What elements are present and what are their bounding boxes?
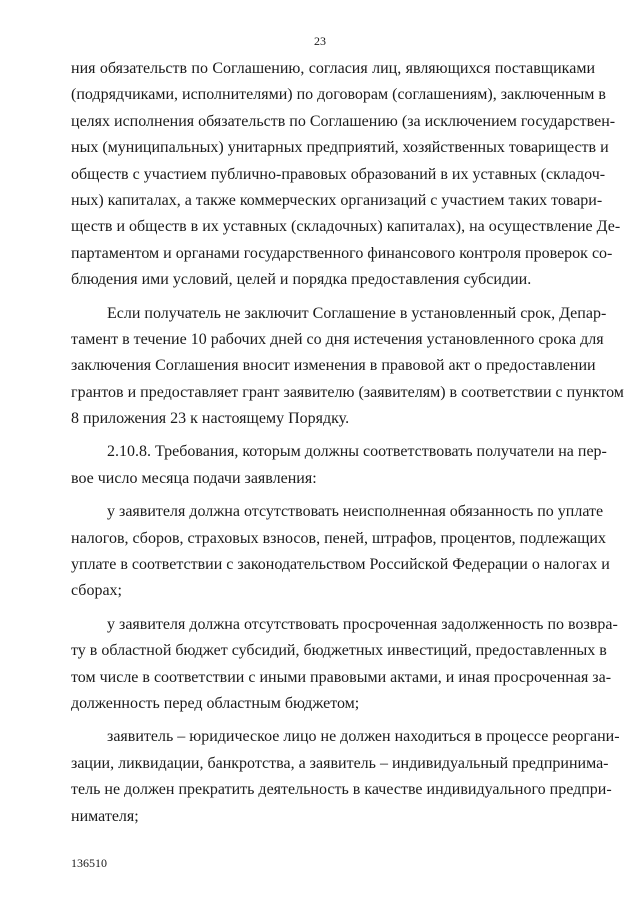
document-code: 136510 [71,856,107,870]
text-line: целях исполнения обязательств по Соглашению (за исключением государствен- [71,112,616,130]
paragraph-agreement-deadline [71,301,624,433]
text-line: налогов, сборов, страховых взносов, пеней, штрафов, процентов, подлежащих [71,529,606,547]
page-number: 23 [314,34,326,48]
text-line: ных) капиталах, а также коммерческих организаций с участием таких товари- [71,191,603,209]
body-text [71,56,624,830]
text-line: Если получатель не заключит Соглашение в установленный срок, Депар- [107,304,607,322]
paragraph-reorganization [71,724,620,830]
text-line: 2.10.8. Требования, которым должны соответствовать получатели на пер- [107,443,607,461]
text-line: ществ и обществ в их уставных (складочных) капиталах), на осуществление Де- [71,218,621,236]
paragraph-continuation [71,56,621,294]
text-line: зации, ликвидации, банкротства, а заявитель – индивидуальный предпринима- [71,754,609,772]
paragraph-requirements [71,439,607,492]
text-line: обществ с участием публично-правовых образований в их уставных (складоч- [71,165,606,183]
text-line: тамент в течение 10 рабочих дней со дня истечения установленного срока для [71,330,604,348]
text-line: ту в областной бюджет субсидий, бюджетных инвестиций, предоставленных в [71,642,607,660]
text-line: партаментом и органами государственного финансового контроля проверок со- [71,244,613,262]
text-line: у заявителя должна отсутствовать просроченная задолженность по возвра- [107,615,618,633]
text-line: грантов и предоставляет грант заявителю (заявителям) в соответствии с пунктом [71,383,624,401]
text-line: тель не должен прекратить деятельность в качестве индивидуального предпри- [71,781,612,799]
text-line: нимателя; [71,807,139,825]
text-line: уплате в соответствии с законодательством Российской Федерации о налогах и [71,556,610,574]
text-line: ния обязательств по Соглашению, согласия лиц, являющихся поставщиками [71,60,595,77]
text-line: ных (муниципальных) унитарных предприятий, хозяйственных товариществ и [71,139,609,157]
text-line: сборах; [71,582,122,600]
text-line: (подрядчиками, исполнителями) по договорам (соглашениям), заключенным в [71,86,606,104]
text-line: блюдения ими условий, целей и порядка предоставления субсидии. [71,271,532,289]
paragraph-budget-debt [71,612,618,718]
text-line: вое число месяца подачи заявления: [71,469,317,487]
text-line: 8 приложения 23 к настоящему Порядку. [71,410,350,428]
text-line: у заявителя должна отсутствовать неисполненная обязанность по уплате [107,503,604,521]
paragraph-tax-obligations [71,499,610,605]
text-line: том числе в соответствии с иными правовыми актами, и иная просроченная за- [71,668,612,686]
text-line: заявитель – юридическое лицо не должен находиться в процессе реоргани- [107,728,620,746]
text-line: заключения Соглашения вносит изменения в правовой акт о предоставлении [71,357,596,375]
text-line: долженность перед областным бюджетом; [71,694,360,712]
